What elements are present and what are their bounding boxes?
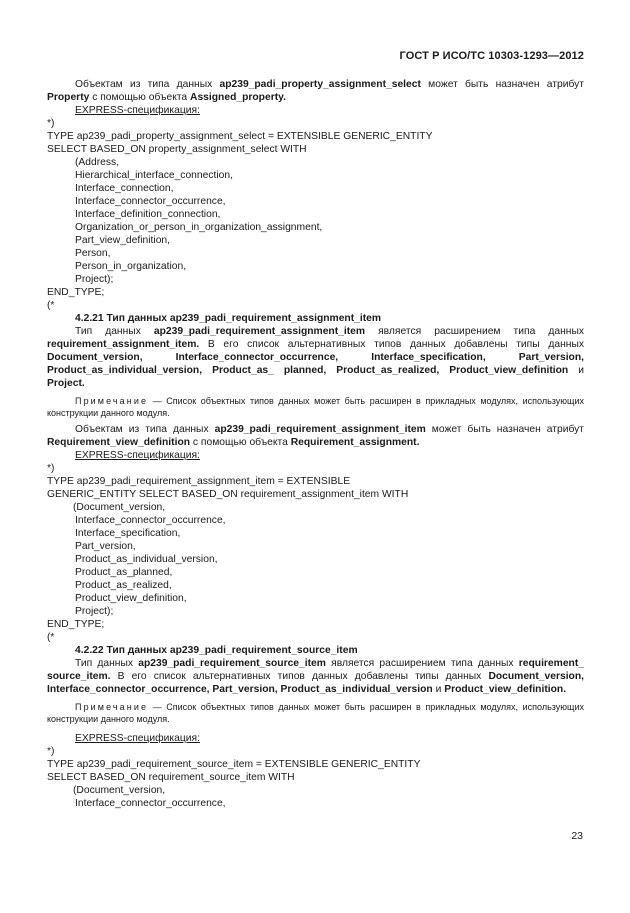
- code-item: (Address,: [75, 157, 120, 168]
- code-item: Project);: [75, 274, 114, 285]
- code-item: Interface_definition_connection,: [75, 209, 221, 220]
- section-heading-4-2-21: 4.2.21 Тип данных ap239_padi_requirement_assignment_item: [75, 313, 382, 324]
- express-label: EXPRESS-спецификация:: [75, 733, 200, 744]
- code-item: Interface_connector_occurrence,: [75, 515, 226, 526]
- bold-term: Property: [47, 92, 90, 103]
- code-item: Interface_connector_occurrence,: [75, 196, 226, 207]
- text: В его список альтернативных типов данных добавлены типы данных: [110, 671, 489, 682]
- code-item: Interface_connection,: [75, 183, 174, 194]
- code-line: END_TYPE;: [47, 287, 105, 298]
- bold-term: ap239_padi_property_assignment_select: [219, 79, 421, 90]
- express-label: EXPRESS-спецификация:: [75, 105, 200, 116]
- bold-term: requirement_ source_item.: [47, 658, 584, 682]
- bold-term: Document_version, Interface_connector_occurrence, Interface_specification, Part_version, Product_as_individual_version, Product_as_ planned, Product_as_realized, Product_view_definition: [47, 352, 584, 376]
- code-item: (Document_version,: [73, 502, 166, 513]
- code-item: Person,: [75, 248, 111, 259]
- bold-term: requirement_assignment_item.: [47, 339, 200, 350]
- code-item: Product_as_realized,: [75, 580, 172, 591]
- page-content: [47, 78, 584, 810]
- paragraph: [47, 325, 584, 390]
- page-number: 23: [571, 830, 583, 842]
- code-line: END_TYPE;: [47, 619, 105, 630]
- text: с помощью объекта: [89, 92, 191, 103]
- text: Объектам из типа данных: [75, 79, 220, 90]
- code-line: SELECT BASED_ON requirement_source_item WITH: [47, 772, 295, 783]
- code-line: (*: [47, 300, 55, 311]
- section-heading-4-2-22: 4.2.22 Тип данных ap239_padi_requirement_source_item: [75, 645, 358, 656]
- text: может быть назначен атрибут: [420, 79, 584, 90]
- code-line: (*: [47, 632, 55, 643]
- bold-term: Product_view_definition.: [444, 684, 567, 695]
- bold-term: ap239_padi_requirement_assignment_item: [153, 326, 366, 337]
- code-item: (Document_version,: [73, 785, 166, 796]
- note: [47, 701, 584, 725]
- note: [47, 395, 584, 419]
- paragraph: [47, 657, 584, 696]
- text: и: [432, 684, 445, 695]
- bold-term: Assigned_property.: [190, 92, 286, 103]
- text: с помощью объекта: [190, 437, 291, 448]
- code-line: *): [47, 746, 55, 757]
- code-block: [47, 745, 584, 810]
- code-block: [47, 117, 584, 312]
- code-item: Hierarchical_interface_connection,: [75, 170, 233, 181]
- text: Объектам из типа данных: [75, 424, 215, 435]
- paragraph: [47, 78, 584, 104]
- note-text: — Список объектных типов данных может быть расширен в прикладных модулях, использующих конструкции данного модуля.: [47, 396, 584, 418]
- code-item: Product_as_planned,: [75, 567, 173, 578]
- text: и: [568, 365, 584, 376]
- code-line: GENERIC_ENTITY SELECT BASED_ON requirement_assignment_item WITH: [47, 489, 409, 500]
- code-line: TYPE ap239_padi_property_assignment_select = EXTENSIBLE GENERIC_ENTITY: [47, 131, 433, 142]
- text: В его список альтернативных типов данных добавлены типы данных: [199, 339, 584, 350]
- code-item: Interface_connector_occurrence,: [75, 798, 226, 809]
- express-label: EXPRESS-спецификация:: [75, 450, 200, 461]
- code-block: [47, 462, 584, 644]
- bold-term: Requirement_view_definition: [47, 437, 191, 448]
- text: является расширением типа данных: [325, 658, 519, 669]
- code-line: TYPE ap239_padi_requirement_source_item = EXTENSIBLE GENERIC_ENTITY: [47, 759, 421, 770]
- code-item: Product_view_definition,: [75, 593, 187, 604]
- code-item: Interface_specification,: [75, 528, 181, 539]
- text: Тип данных: [75, 658, 139, 669]
- bold-term: Project.: [47, 378, 85, 389]
- note-label: Примечание: [75, 396, 149, 406]
- text: Тип данных: [75, 326, 154, 337]
- bold-term: Document_version, Interface_connector_occurrence, Part_version, Product_as_individual_version: [47, 671, 584, 695]
- code-item: Organization_or_person_in_organization_assignment,: [75, 222, 323, 233]
- code-item: Project);: [75, 606, 114, 617]
- text: является расширением типа данных: [365, 326, 584, 337]
- document-header: ГОСТ Р ИСО/ТС 10303-1293—2012: [399, 50, 584, 62]
- code-item: Product_as_individual_version,: [75, 554, 218, 565]
- bold-term: Requirement_assignment.: [290, 437, 420, 448]
- code-item: Part_view_definition,: [75, 235, 171, 246]
- code-item: Person_in_organization,: [75, 261, 187, 272]
- bold-term: ap239_padi_requirement_assignment_item: [214, 424, 426, 435]
- code-line: *): [47, 463, 55, 474]
- note-label: Примечание: [75, 702, 149, 712]
- bold-term: ap239_padi_requirement_source_item: [138, 658, 326, 669]
- code-line: SELECT BASED_ON property_assignment_select WITH: [47, 144, 307, 155]
- code-line: *): [47, 118, 55, 129]
- code-item: Part_version,: [75, 541, 136, 552]
- paragraph: [47, 423, 584, 449]
- text: может быть назначен атрибут: [425, 424, 584, 435]
- code-line: TYPE ap239_padi_requirement_assignment_item = EXTENSIBLE: [47, 476, 351, 487]
- note-text: — Список объектных типов данных может быть расширен в прикладных модулях, использующих конструкции данного модуля.: [47, 702, 584, 724]
